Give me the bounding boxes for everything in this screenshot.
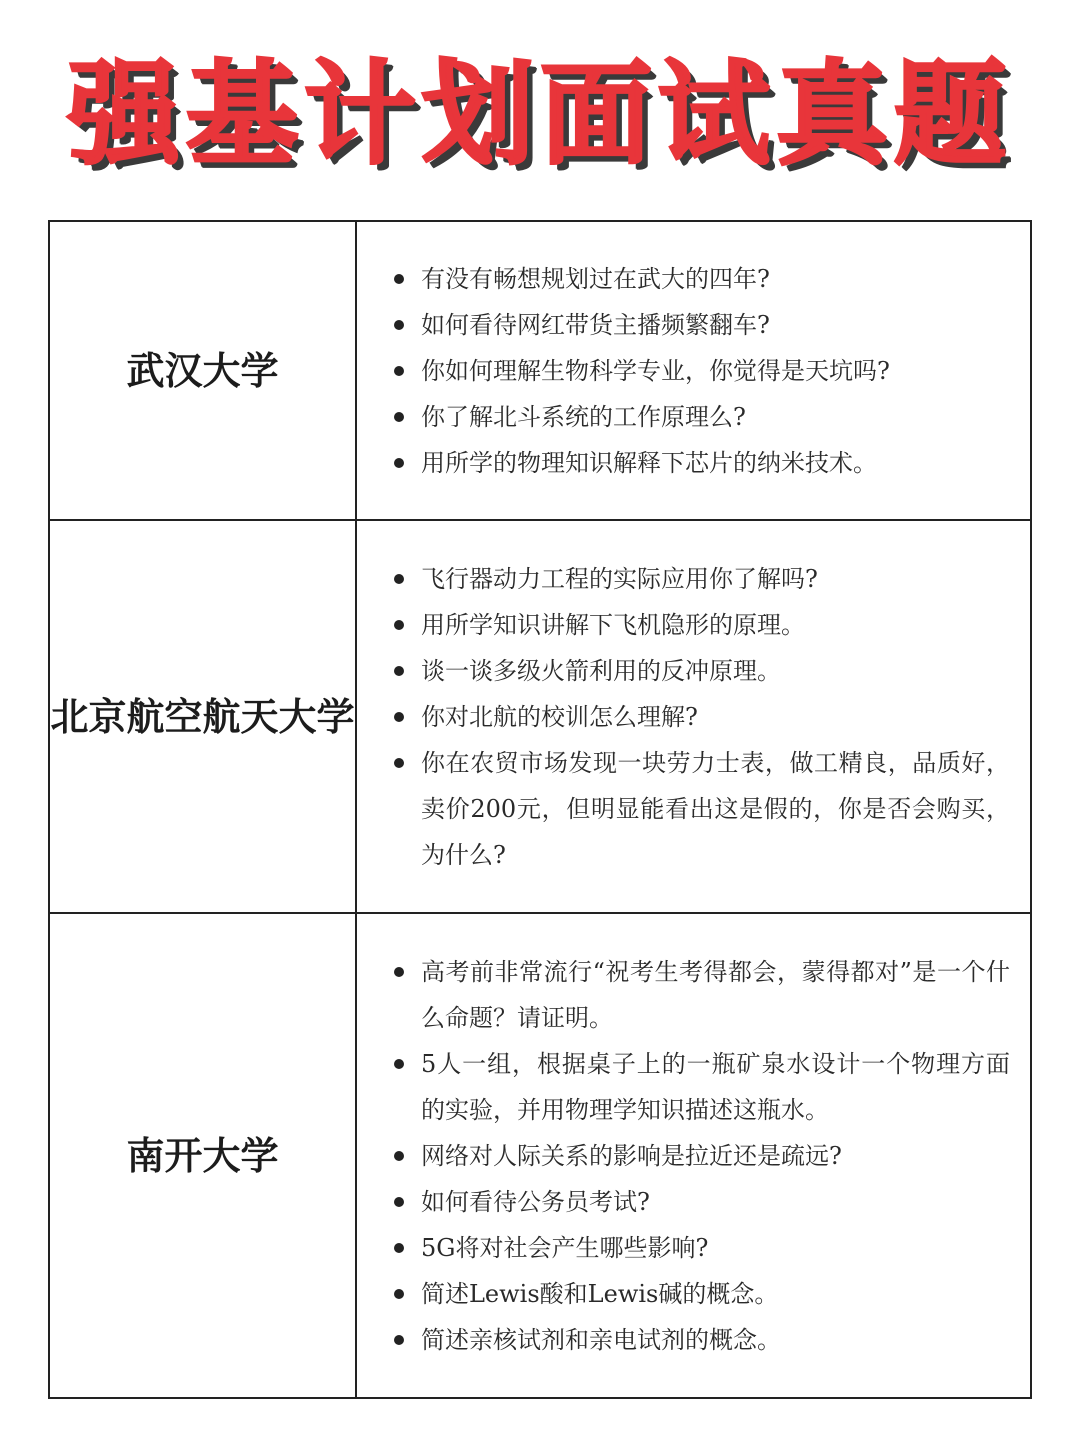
question-list	[357, 949, 1030, 1363]
question-text: 网络对人际关系的影响是拉近还是疏远?	[421, 1141, 842, 1170]
question-item	[391, 394, 1010, 440]
bullet-icon	[394, 620, 404, 630]
question-text: 你对北航的校训怎么理解?	[421, 702, 698, 731]
bullet-icon	[394, 967, 404, 977]
bullet-icon	[394, 1197, 404, 1207]
bullet-icon	[394, 1151, 404, 1161]
question-cell	[356, 913, 1031, 1398]
university-name: 南开大学	[49, 913, 356, 1398]
table-row-nankai-university	[49, 913, 1031, 1398]
question-text: 飞行器动力工程的实际应用你了解吗?	[421, 564, 818, 593]
question-item	[391, 1225, 1010, 1271]
question-item	[391, 949, 1010, 1041]
question-text: 简述亲核试剂和亲电试剂的概念。	[421, 1325, 781, 1354]
question-item	[391, 1133, 1010, 1179]
bullet-icon	[394, 666, 404, 676]
bullet-icon	[394, 458, 404, 468]
question-text: 用所学知识讲解下飞机隐形的原理。	[421, 610, 805, 639]
question-text: 你如何理解生物科学专业，你觉得是天坑吗?	[421, 356, 890, 385]
bullet-icon	[394, 412, 404, 422]
bullet-icon	[394, 1059, 404, 1069]
bullet-icon	[394, 758, 404, 768]
question-item	[391, 440, 1010, 486]
question-item	[391, 740, 1010, 878]
question-item	[391, 1041, 1010, 1133]
question-text: 5G将对社会产生哪些影响?	[421, 1233, 709, 1262]
bullet-icon	[394, 1335, 404, 1345]
table-row-beihang-university	[49, 520, 1031, 913]
question-list	[357, 256, 1030, 486]
bullet-icon	[394, 366, 404, 376]
question-item	[391, 1179, 1010, 1225]
question-item	[391, 1271, 1010, 1317]
question-text: 高考前非常流行“祝考生考得都会，蒙得都对”是一个什么命题？请证明。	[421, 957, 1010, 1032]
question-cell	[356, 221, 1031, 520]
question-item	[391, 694, 1010, 740]
question-cell	[356, 520, 1031, 913]
bullet-icon	[394, 1289, 404, 1299]
question-text: 谈一谈多级火箭利用的反冲原理。	[421, 656, 781, 685]
question-list	[357, 556, 1030, 878]
question-item	[391, 648, 1010, 694]
bullet-icon	[394, 274, 404, 284]
question-text: 如何看待公务员考试?	[421, 1187, 650, 1216]
bullet-icon	[394, 320, 404, 330]
question-item	[391, 348, 1010, 394]
question-item	[391, 602, 1010, 648]
bullet-icon	[394, 712, 404, 722]
question-text: 你了解北斗系统的工作原理么?	[421, 402, 746, 431]
university-name: 武汉大学	[49, 221, 356, 520]
university-name: 北京航空航天大学	[49, 520, 356, 913]
question-item	[391, 256, 1010, 302]
question-item	[391, 302, 1010, 348]
bullet-icon	[394, 1243, 404, 1253]
question-text: 如何看待网红带货主播频繁翻车?	[421, 310, 770, 339]
question-text: 有没有畅想规划过在武大的四年?	[421, 264, 770, 293]
bullet-icon	[394, 574, 404, 584]
table-row-wuhan-university	[49, 221, 1031, 520]
question-text: 你在农贸市场发现一块劳力士表，做工精良，品质好，卖价200元，但明显能看出这是假的，你是否会购买，为什么?	[421, 748, 1010, 869]
question-item	[391, 556, 1010, 602]
question-text: 简述Lewis酸和Lewis碱的概念。	[421, 1279, 779, 1308]
question-text: 5人一组，根据桌子上的一瓶矿泉水设计一个物理方面的实验，并用物理学知识描述这瓶水。	[421, 1049, 1010, 1124]
page-title: 强基计划面试真题	[68, 50, 1012, 180]
question-item	[391, 1317, 1010, 1363]
question-table	[48, 220, 1032, 1399]
question-text: 用所学的物理知识解释下芯片的纳米技术。	[421, 448, 877, 477]
